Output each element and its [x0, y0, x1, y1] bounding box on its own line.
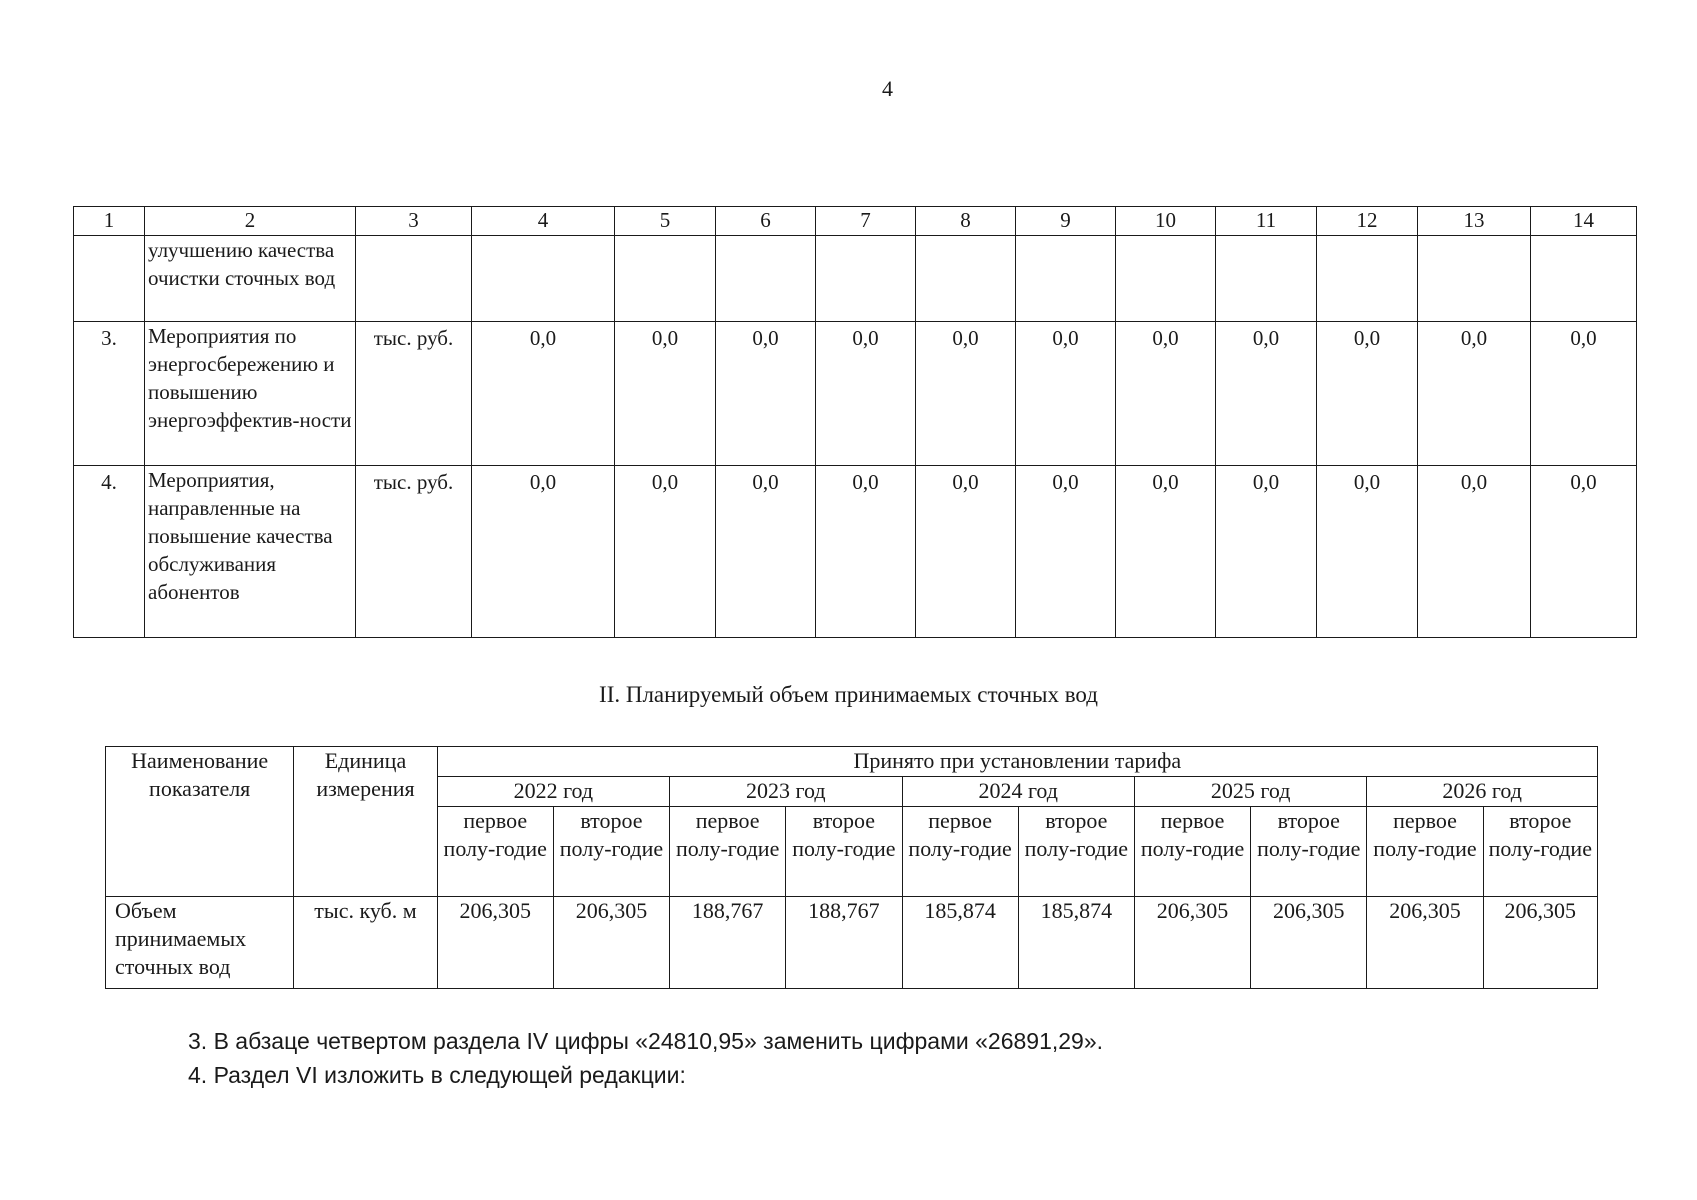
- volume-value: 206,305: [437, 897, 553, 989]
- value-cell: 0,0: [1116, 322, 1216, 466]
- col-header-name: Наименование показателя: [106, 747, 294, 897]
- column-number: 5: [615, 207, 716, 236]
- value-cell: [472, 236, 615, 322]
- year-header: 2023 год: [670, 777, 902, 807]
- row-name: улучшению качества очистки сточных вод: [145, 236, 356, 322]
- paragraph-3: 3. В абзаце четвертом раздела IV цифры «24810,95» заменить цифрами «26891,29».: [188, 1028, 1104, 1054]
- column-number: 12: [1317, 207, 1418, 236]
- value-cell: 0,0: [1216, 322, 1317, 466]
- row-unit: тыс. руб.: [356, 466, 472, 638]
- volume-value: 188,767: [670, 897, 786, 989]
- first-half-header: первое полу-годие: [902, 807, 1018, 897]
- value-cell: 0,0: [1216, 466, 1317, 638]
- column-number: 6: [716, 207, 816, 236]
- value-cell: 0,0: [472, 322, 615, 466]
- second-half-header: второе полу-годие: [1018, 807, 1134, 897]
- value-cell: [816, 236, 916, 322]
- row-unit: [356, 236, 472, 322]
- second-half-header: второе полу-годие: [1483, 807, 1597, 897]
- value-cell: [1116, 236, 1216, 322]
- wastewater-volume-table: [105, 746, 1598, 989]
- table-row: [74, 466, 1637, 638]
- header-row: [74, 207, 1637, 236]
- second-half-header: второе полу-годие: [1251, 807, 1367, 897]
- value-cell: 0,0: [1418, 322, 1531, 466]
- value-cell: 0,0: [1317, 466, 1418, 638]
- value-cell: 0,0: [615, 466, 716, 638]
- value-cell: [1317, 236, 1418, 322]
- column-number: 9: [1016, 207, 1116, 236]
- group-header: Принято при установлении тарифа: [437, 747, 1597, 777]
- value-cell: 0,0: [816, 322, 916, 466]
- year-header: 2022 год: [437, 777, 669, 807]
- value-cell: 0,0: [1531, 322, 1637, 466]
- value-cell: [916, 236, 1016, 322]
- value-cell: 0,0: [716, 466, 816, 638]
- volume-value: 188,767: [786, 897, 902, 989]
- column-number: 8: [916, 207, 1016, 236]
- volume-value: 206,305: [1483, 897, 1597, 989]
- row-unit: тыс. руб.: [356, 322, 472, 466]
- first-half-header: первое полу-годие: [1134, 807, 1250, 897]
- value-cell: 0,0: [1531, 466, 1637, 638]
- value-cell: [1418, 236, 1531, 322]
- volume-value: 185,874: [902, 897, 1018, 989]
- year-header: 2026 год: [1367, 777, 1598, 807]
- row-number: [74, 236, 145, 322]
- row-unit: тыс. куб. м: [294, 897, 437, 989]
- value-cell: 0,0: [1418, 466, 1531, 638]
- row-name: Мероприятия, направленные на повышение качества обслуживания абонентов: [145, 466, 356, 638]
- volume-value: 206,305: [553, 897, 669, 989]
- section-title: II. Планируемый объем принимаемых сточных вод: [599, 682, 1098, 707]
- value-cell: [716, 236, 816, 322]
- page-number: 4: [882, 76, 893, 101]
- value-cell: 0,0: [472, 466, 615, 638]
- first-half-header: первое полу-годие: [1367, 807, 1483, 897]
- second-half-header: второе полу-годие: [786, 807, 902, 897]
- column-number: 3: [356, 207, 472, 236]
- value-cell: 0,0: [816, 466, 916, 638]
- row-name: Объем принимаемых сточных вод: [106, 897, 294, 989]
- row-name: Мероприятия по энергосбережению и повышению энергоэффектив-ности: [145, 322, 356, 466]
- volume-value: 206,305: [1367, 897, 1483, 989]
- value-cell: 0,0: [1317, 322, 1418, 466]
- value-cell: [615, 236, 716, 322]
- value-cell: [1531, 236, 1637, 322]
- table-row: [74, 322, 1637, 466]
- value-cell: 0,0: [916, 466, 1016, 638]
- value-cell: 0,0: [1016, 322, 1116, 466]
- column-number: 1: [74, 207, 145, 236]
- column-number: 10: [1116, 207, 1216, 236]
- row-number: 3.: [74, 322, 145, 466]
- column-number: 7: [816, 207, 916, 236]
- value-cell: 0,0: [1116, 466, 1216, 638]
- first-half-header: первое полу-годие: [437, 807, 553, 897]
- value-cell: [1016, 236, 1116, 322]
- year-header: 2025 год: [1134, 777, 1366, 807]
- value-cell: 0,0: [716, 322, 816, 466]
- value-cell: 0,0: [1016, 466, 1116, 638]
- first-half-header: первое полу-годие: [670, 807, 786, 897]
- value-cell: 0,0: [615, 322, 716, 466]
- column-number: 13: [1418, 207, 1531, 236]
- column-number: 2: [145, 207, 356, 236]
- paragraph-4: 4. Раздел VI изложить в следующей редакции:: [188, 1062, 686, 1088]
- volume-value: 206,305: [1251, 897, 1367, 989]
- volume-value: 185,874: [1018, 897, 1134, 989]
- value-cell: [1216, 236, 1317, 322]
- volume-value: 206,305: [1134, 897, 1250, 989]
- year-header: 2024 год: [902, 777, 1134, 807]
- measures-table: [73, 206, 1637, 638]
- column-number: 11: [1216, 207, 1317, 236]
- column-number: 14: [1531, 207, 1637, 236]
- column-number: 4: [472, 207, 615, 236]
- table-row: [74, 236, 1637, 322]
- row-number: 4.: [74, 466, 145, 638]
- col-header-unit: Единица измерения: [294, 747, 437, 897]
- value-cell: 0,0: [916, 322, 1016, 466]
- second-half-header: второе полу-годие: [553, 807, 669, 897]
